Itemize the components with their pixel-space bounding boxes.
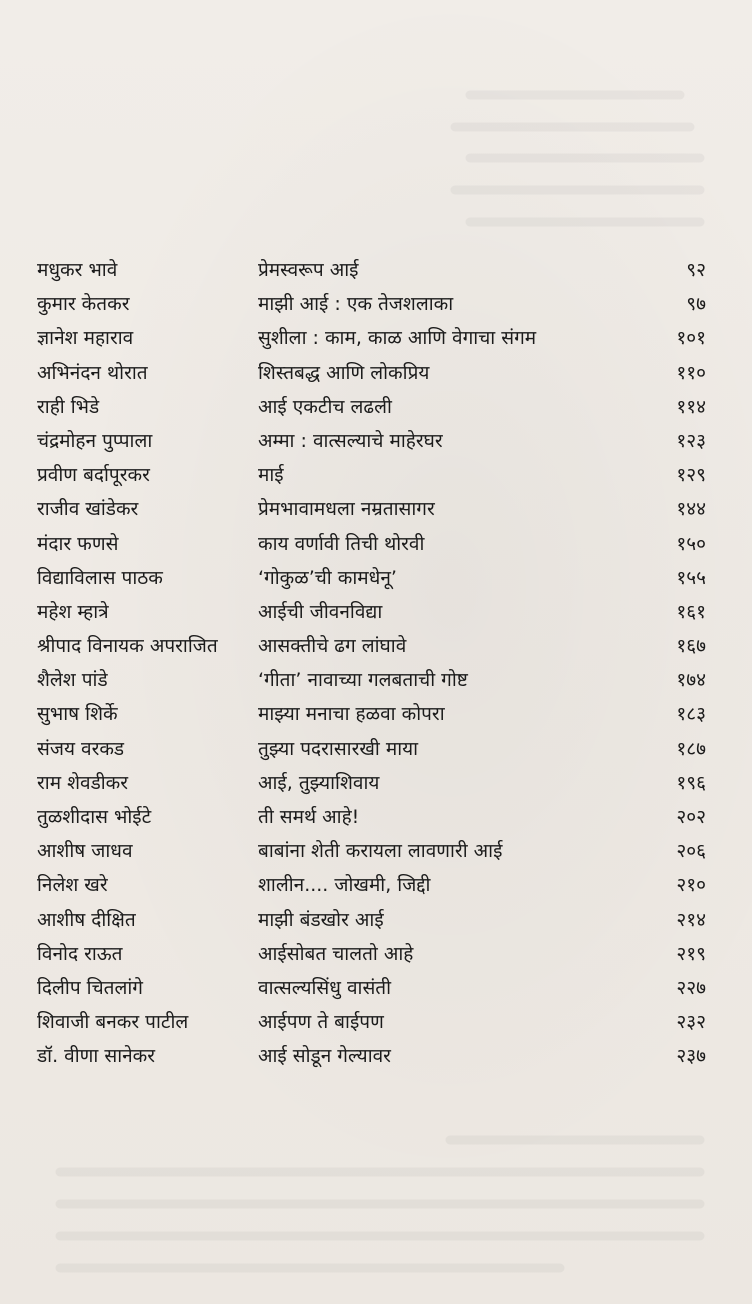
toc-page-number: १७४ — [676, 669, 706, 692]
toc-page-number: १८३ — [676, 703, 706, 726]
toc-row — [0, 697, 752, 731]
toc-title: तुझ्या पदरासारखी माया — [258, 737, 419, 760]
toc-row — [0, 834, 752, 868]
toc-author: विनोद राऊत — [37, 942, 123, 965]
toc-author: तुळशीदास भोईटे — [37, 806, 152, 828]
toc-title: आईपण ते बाईपण — [258, 1011, 384, 1034]
toc-title: बाबांना शेती करायला लावणारी आई — [258, 840, 503, 863]
toc-title: माझी आई : एक तेजशलाका — [258, 293, 454, 316]
toc-row — [0, 321, 752, 355]
toc-page-number: १६१ — [676, 600, 706, 623]
toc-title: आई, तुझ्याशिवाय — [258, 771, 380, 794]
toc-page-number: ११० — [676, 361, 706, 384]
toc-title: ‘गीता’ नावाच्या गलबताची गोष्ट — [258, 669, 468, 692]
toc-page-number: १२९ — [676, 464, 706, 487]
toc-author: संजय वरकड — [37, 737, 125, 760]
toc-author: आशीष जाधव — [37, 840, 133, 863]
toc-author: महेश म्हात्रे — [37, 600, 109, 623]
toc-author: मधुकर भावे — [37, 259, 118, 281]
toc-page-number: १५० — [676, 532, 706, 555]
toc-title: शालीन.... जोखमी, जिद्दी — [258, 874, 431, 897]
toc-row — [0, 287, 752, 321]
toc-author: चंद्रमोहन पुप्पाला — [37, 429, 153, 452]
toc-title: अम्मा : वात्सल्याचे माहेरघर — [258, 429, 443, 452]
toc-title: आईची जीवनविद्या — [258, 600, 383, 623]
toc-page-number: १६७ — [676, 635, 706, 658]
toc-author: डॉ. वीणा सानेकर — [37, 1045, 156, 1068]
toc-row — [0, 356, 752, 390]
toc-row — [0, 527, 752, 561]
toc-page-number: १९६ — [676, 771, 706, 794]
toc-row — [0, 629, 752, 663]
toc-title: आसक्तीचे ढग लांघावे — [258, 635, 407, 658]
toc-row — [0, 390, 752, 424]
toc-page-number: ९७ — [686, 293, 706, 316]
toc-author: निलेश खरे — [37, 874, 108, 897]
toc-row — [0, 1039, 752, 1073]
toc-title: ‘गोकुळ’ची कामधेनू’ — [258, 566, 397, 589]
toc-row — [0, 595, 752, 629]
toc-author: दिलीप चितलांगे — [37, 976, 143, 999]
toc-page-number: २०२ — [676, 806, 706, 828]
toc-page-number: १२३ — [676, 429, 706, 452]
toc-author: राम शेवडीकर — [37, 771, 129, 794]
toc-author: शिवाजी बनकर पाटील — [37, 1011, 189, 1034]
toc-title: प्रेमस्वरूप आई — [258, 259, 359, 281]
toc-title: शिस्तबद्ध आणि लोकप्रिय — [258, 361, 430, 384]
toc-page-number: २३७ — [676, 1045, 706, 1068]
toc-row — [0, 903, 752, 937]
toc-page-number: २१० — [676, 874, 706, 897]
toc-title: वात्सल्यसिंधु वासंती — [258, 976, 392, 999]
toc-author: ज्ञानेश महाराव — [37, 327, 134, 350]
toc-title: माई — [258, 464, 284, 487]
toc-page-number: २०६ — [676, 840, 706, 863]
toc-page-number: २२७ — [676, 976, 706, 999]
toc-title: सुशीला : काम, काळ आणि वेगाचा संगम — [258, 327, 537, 350]
toc-title: आई एकटीच लढली — [258, 395, 392, 418]
toc-row — [0, 253, 752, 287]
toc-page-number: २१९ — [676, 942, 706, 965]
toc-row — [0, 492, 752, 526]
toc-author: मंदार फणसे — [37, 532, 119, 555]
toc-author: कुमार केतकर — [37, 293, 130, 316]
toc-row — [0, 732, 752, 766]
toc-row — [0, 561, 752, 595]
toc-title: काय वर्णावी तिची थोरवी — [258, 532, 425, 555]
toc-row — [0, 458, 752, 492]
toc-page-number: २१४ — [676, 908, 706, 931]
toc-page-number: ९२ — [686, 259, 706, 281]
toc-author: आशीष दीक्षित — [37, 908, 136, 931]
toc-row — [0, 766, 752, 800]
toc-row — [0, 1005, 752, 1039]
toc-page-number: १८७ — [676, 737, 706, 760]
toc-title: माझी बंडखोर आई — [258, 908, 384, 931]
toc-page-number: २३२ — [676, 1011, 706, 1034]
toc-author: शैलेश पांडे — [37, 669, 108, 692]
toc-row — [0, 663, 752, 697]
toc-author: प्रवीण बर्दापूरकर — [37, 464, 150, 487]
toc-page-number: १४४ — [676, 498, 706, 521]
toc-title: माझ्या मनाचा हळवा कोपरा — [258, 703, 445, 726]
toc-author: श्रीपाद विनायक अपराजित — [37, 635, 218, 658]
toc-page-number: १०१ — [676, 327, 706, 350]
toc-author: राही भिडे — [37, 395, 100, 418]
toc-author: अभिनंदन थोरात — [37, 361, 148, 384]
toc-author: सुभाष शिर्के — [37, 703, 118, 726]
toc-title: प्रेमभावामधला नम्रतासागर — [258, 498, 435, 521]
toc-page-number: ११४ — [676, 395, 706, 418]
toc-title: ती समर्थ आहे! — [258, 806, 360, 828]
toc-title: आईसोबत चालतो आहे — [258, 942, 414, 965]
table-of-contents — [0, 253, 752, 1074]
toc-author: राजीव खांडेकर — [37, 498, 139, 521]
toc-author: विद्याविलास पाठक — [37, 566, 163, 589]
toc-row — [0, 868, 752, 902]
toc-row — [0, 424, 752, 458]
toc-row — [0, 971, 752, 1005]
toc-row — [0, 800, 752, 834]
toc-page-number: १५५ — [676, 566, 706, 589]
toc-row — [0, 937, 752, 971]
toc-title: आई सोडून गेल्यावर — [258, 1045, 391, 1068]
